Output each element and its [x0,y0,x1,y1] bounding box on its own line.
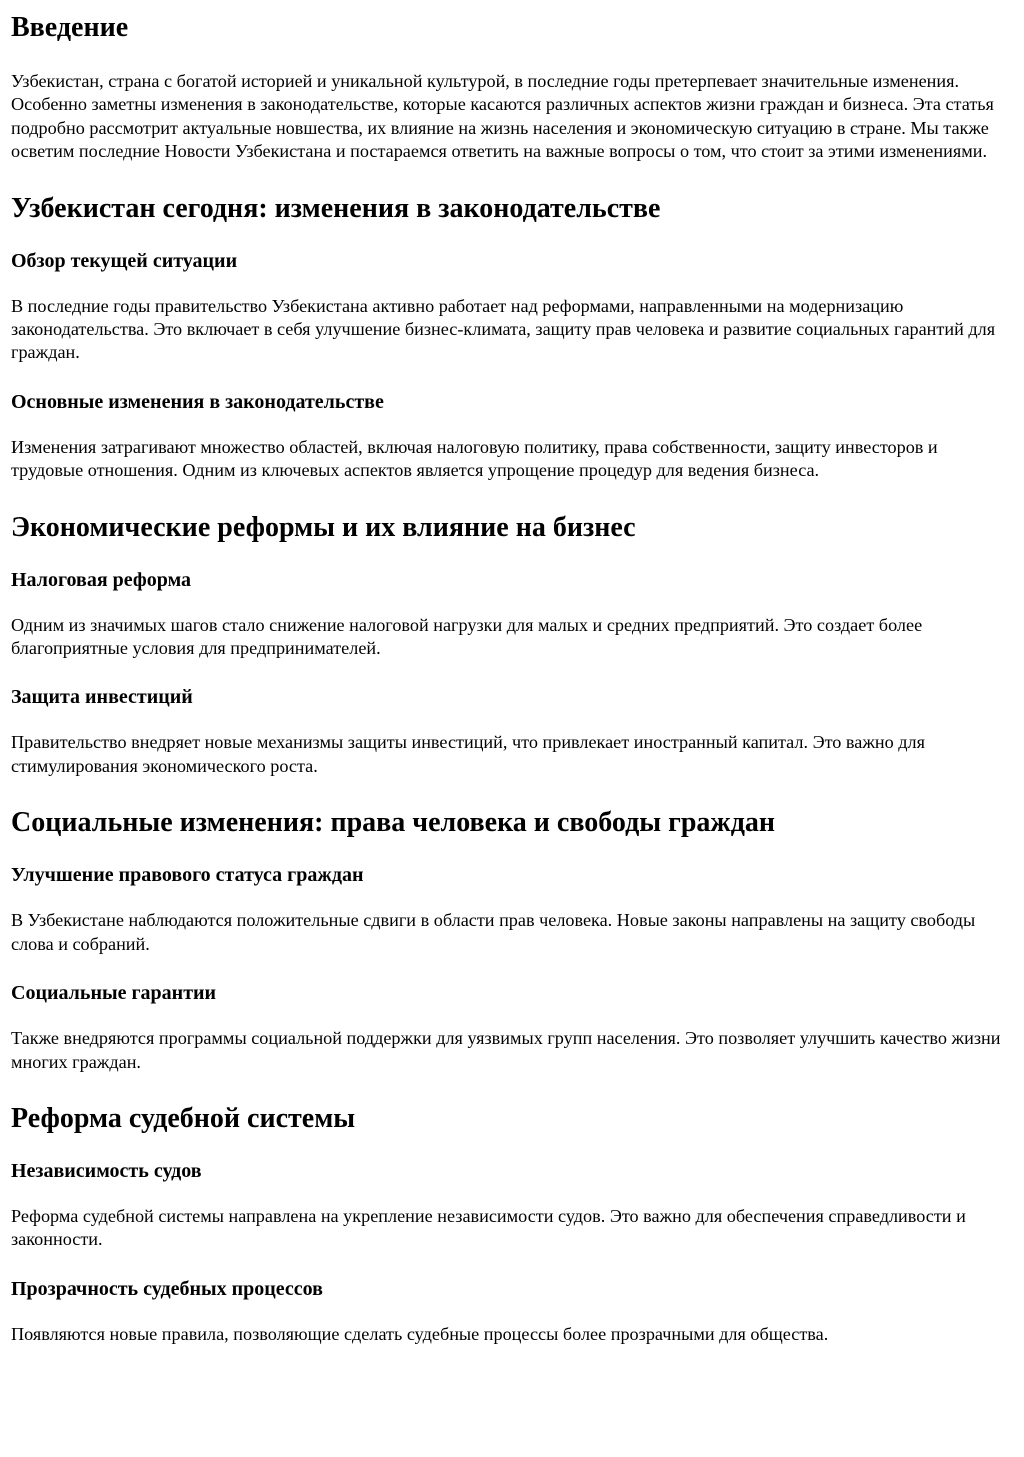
paragraph: В последние годы правительство Узбекистана активно работает над реформами, направленными на модернизацию законодательства. Это включает в себя улучшение бизнес-климата, защиту прав человека и развитие социальных гарантий для граждан. [11,295,996,363]
subsection-heading: Защита инвестиций [11,686,193,709]
section-heading-judicial-reform: Реформа судебной системы [11,1102,356,1134]
article [0,11,1024,1346]
paragraph: Также внедряются программы социальной поддержки для уязвимых групп населения. Это позволяет улучшить качество жизни многих граждан. [11,1028,1001,1072]
subsection-heading: Налоговая реформа [11,568,192,591]
paragraph: Изменения затрагивают множество областей, включая налоговую политику, права собственности, защиту инвесторов и трудовые отношения. Одним из ключевых аспектов является упрощение процедур для ведения бизнеса. [11,436,938,481]
section-heading-social-changes: Социальные изменения: права человека и свободы граждан [11,807,775,839]
paragraph: Одним из значимых шагов стало снижение налоговой нагрузки для малых и средних предприятий. Это создает более благоприятные условия для предпринимателей. [11,614,923,659]
paragraph: В Узбекистане наблюдаются положительные сдвиги в области прав человека. Новые законы направлены на защиту свободы слова и собраний. [11,910,976,954]
subsection-heading: Улучшение правового статуса граждан [11,864,364,887]
intro-heading: Введение [11,12,129,43]
subsection-heading: Обзор текущей ситуации [11,249,238,272]
paragraph: Появляются новые правила, позволяющие сделать судебные процессы более прозрачными для общества. [11,1323,829,1344]
subsection-heading: Основные изменения в законодательстве [11,390,384,413]
intro-paragraph: Узбекистан, страна с богатой историей и уникальной культурой, в последние годы претерпевает значительные изменения. Особенно заметны изменения в законодательстве, которые касаются различных аспектов жизни граждан и бизнеса. Эта статья подробно рассмотрит актуальные новшества, их влияние на жизнь населения и экономическую ситуацию в стране. Мы также осветим последние Новости Узбекистана и постараемся ответить на важные вопросы о том, что стоит за этими изменениями. [11,71,994,162]
subsection-heading: Независимость судов [11,1159,202,1182]
section-heading-economic-reforms: Экономические реформы и их влияние на бизнес [11,511,636,543]
paragraph: Правительство внедряет новые механизмы защиты инвестиций, что привлекает иностранный капитал. Это важно для стимулирования экономического роста. [11,732,925,776]
section-heading-legislation: Узбекистан сегодня: изменения в законодательстве [11,192,661,224]
subsection-heading: Социальные гарантии [11,982,217,1005]
subsection-heading: Прозрачность судебных процессов [11,1277,323,1300]
paragraph: Реформа судебной системы направлена на укрепление независимости судов. Это важно для обеспечения справедливости и законности. [11,1205,966,1250]
